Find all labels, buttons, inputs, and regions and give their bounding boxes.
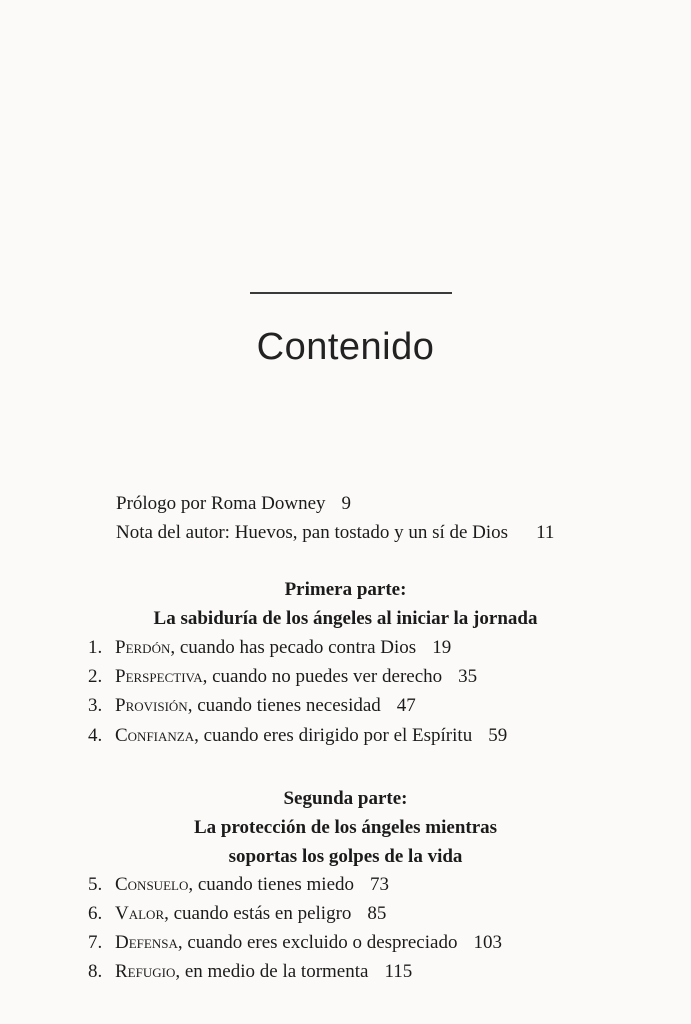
chapter-number: 4. [88, 725, 103, 746]
part1-subtitle: La sabiduría de los ángeles al iniciar la jornada [153, 608, 538, 629]
toc-chapter-5 [88, 873, 389, 897]
chapter-rest: , cuando no puedes ver derecho [202, 666, 443, 687]
toc-chapter-8 [88, 960, 412, 984]
chapter-rest: , cuando has pecado contra Dios [170, 637, 417, 658]
chapter-name: Confianza [115, 725, 195, 746]
chapter-name: Perdón [115, 637, 171, 658]
toc-entry-text: Nota del autor: Huevos, pan tostado y un sí de Dios [116, 522, 509, 543]
chapter-number: 3. [88, 695, 103, 716]
chapter-name: Perspectiva [115, 666, 203, 687]
toc-page-number: 47 [396, 695, 416, 716]
chapter-name: Valor [115, 903, 165, 924]
toc-chapter-4 [88, 724, 507, 748]
part2-subtitle-line2: soportas los golpes de la vida [228, 846, 463, 867]
chapter-number: 7. [88, 932, 103, 953]
page-title: Contenido [256, 326, 435, 368]
toc-page-number: 19 [432, 637, 452, 658]
toc-page-number: 73 [370, 874, 390, 895]
toc-page-number: 103 [473, 932, 502, 953]
toc-page-number: 35 [458, 666, 478, 687]
chapter-rest: , cuando eres dirigido por el Espíritu [194, 725, 473, 746]
toc-page-number: 59 [488, 725, 508, 746]
part1-label: Primera parte: [284, 579, 407, 600]
part2-label: Segunda parte: [283, 788, 408, 809]
toc-page-number: 11 [536, 522, 555, 543]
chapter-rest: , en medio de la tormenta [175, 961, 369, 982]
chapter-name: Refugio [115, 961, 176, 982]
toc-page-number: 9 [341, 493, 352, 514]
toc-entry-text: Prólogo por Roma Downey [116, 493, 326, 514]
chapter-number: 6. [88, 903, 103, 924]
chapter-name: Consuelo [115, 874, 189, 895]
part2-subtitle-line1: La protección de los ángeles mientras [193, 817, 498, 838]
chapter-number: 2. [88, 666, 103, 687]
chapter-rest: , cuando eres excluido o despreciado [177, 932, 458, 953]
toc-chapter-7 [88, 931, 502, 955]
chapter-name: Provisión [115, 695, 188, 716]
toc-entry-nota [116, 521, 554, 545]
toc-chapter-2 [88, 665, 477, 689]
chapter-rest: , cuando tienes necesidad [187, 695, 381, 716]
toc-entry-prologo [116, 492, 351, 516]
toc-chapter-6 [88, 902, 386, 926]
toc-page-number: 115 [384, 961, 413, 982]
chapter-rest: , cuando estás en peligro [164, 903, 352, 924]
toc-chapter-3 [88, 694, 416, 718]
chapter-name: Defensa [115, 932, 178, 953]
toc-page-number: 85 [367, 903, 387, 924]
toc-chapter-1 [88, 636, 451, 660]
title-rule [250, 292, 452, 294]
chapter-rest: , cuando tienes miedo [188, 874, 355, 895]
chapter-number: 1. [88, 637, 103, 658]
chapter-number: 5. [88, 874, 103, 895]
chapter-number: 8. [88, 961, 103, 982]
